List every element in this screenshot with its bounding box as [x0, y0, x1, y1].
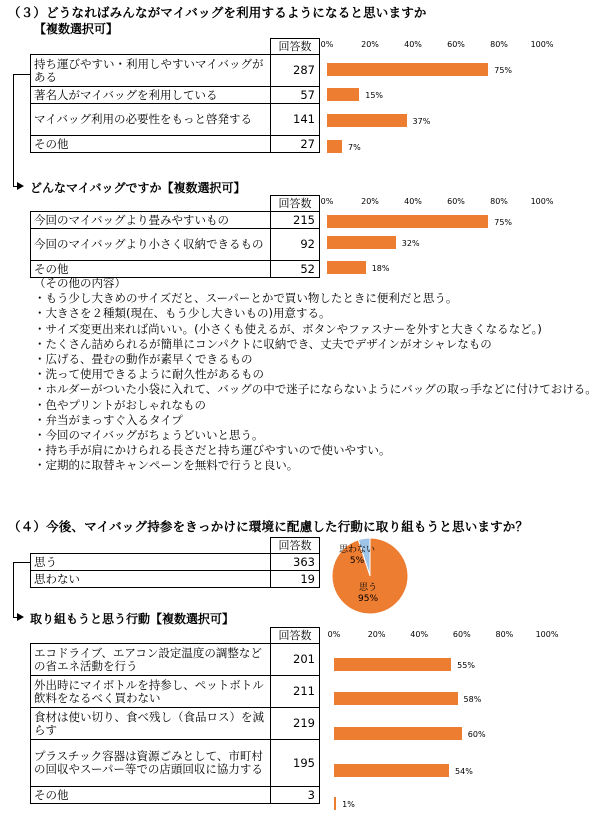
table-row-label: その他 [31, 136, 271, 153]
table-row-label: その他 [31, 261, 271, 278]
note-item: ・洗って使用できるように耐久性があるもの [34, 367, 264, 382]
other-comments [34, 276, 609, 474]
axis-tick: 80% [490, 40, 508, 49]
bar-label: 55% [457, 661, 475, 670]
bar-label: 75% [494, 218, 513, 227]
bar [334, 692, 458, 705]
table-row-label: マイバッグ利用の必要性をもっと啓発する [31, 104, 271, 136]
axis-tick: 0% [327, 630, 341, 639]
table-row-count: 201 [271, 644, 320, 676]
bar [327, 88, 359, 101]
pie-label-yes [358, 583, 378, 605]
bar-label: 1% [342, 800, 355, 809]
note-item: ・色やプリントがおしゃれなもの [34, 397, 207, 412]
bar [327, 63, 488, 76]
bar-label: 18% [371, 264, 390, 273]
note-item: ・もう少し大きめのサイズだと、スーパーとかで買い物したときに便利だと思う。 [34, 291, 458, 306]
axis-tick: 100% [530, 197, 554, 206]
table-row-label: 思わない [31, 571, 271, 588]
pie-label-no [339, 545, 375, 567]
q3-table2 [30, 195, 320, 278]
axis-tick: 80% [490, 197, 508, 206]
axis-tick: 60% [447, 197, 465, 206]
axis-tick: 80% [495, 630, 514, 639]
q3-title: （３）どうなればみんながマイバッグを利用するようになると思いますか [8, 5, 427, 20]
bar-label: 58% [463, 695, 482, 704]
q3-table1-tag: 【複数選択可】 [34, 22, 119, 36]
bar [327, 140, 342, 153]
q4-title: （４）今後、マイバッグ持参をきっかけに環境に配慮した行動に取り組もうと思いますか？ [8, 519, 529, 534]
table-row-count: 215 [271, 212, 320, 229]
table-row-label: プラスチック容器は資源ごみとして、市町村の回収やスーパー等での店頭回収に協力する [31, 740, 271, 787]
count-header: 回答数 [271, 538, 320, 554]
bar [334, 797, 336, 810]
note-item: ・たくさん詰められるが簡単にコンパクトに収納でき、丈夫でデザインがオシャレなもの [34, 336, 492, 351]
table-row-count: 287 [271, 55, 320, 87]
table-row-label: 持ち運びやすい・利用しやすいマイバッグがある [31, 55, 271, 87]
note-item: ・弁当がまっすぐ入るタイプ [34, 412, 183, 427]
connector-line [13, 74, 14, 186]
arrow-icon [17, 613, 24, 621]
axis-tick: 20% [361, 197, 379, 206]
table-row-label: 外出時にマイボトルを持参し、ペットボトル飲料をなるべく買わない [31, 676, 271, 708]
notes-heading: （その他の内容） [34, 276, 126, 290]
count-header: 回答数 [271, 39, 320, 55]
table-row-count: 195 [271, 740, 320, 787]
bar-label: 37% [412, 117, 431, 126]
note-item: ・ホルダーがついた小袋に入れて、バッグの中で迷子にならないようにバッグの取っ手などに付けておける。 [34, 382, 597, 397]
bar-label: 54% [455, 767, 473, 776]
table-row-count: 52 [271, 261, 320, 278]
bar [327, 261, 366, 274]
table-row-count: 92 [271, 229, 320, 261]
pie-label-name: 思わない [339, 545, 376, 555]
bar [327, 236, 396, 249]
axis-tick: 100% [535, 630, 559, 639]
q3-table1 [30, 38, 320, 153]
axis-tick: 0% [320, 197, 334, 206]
q4-table1 [30, 537, 320, 588]
axis-tick: 40% [404, 40, 422, 49]
table-row-label: その他 [31, 787, 271, 804]
bar [327, 114, 407, 127]
table-row-count: 141 [271, 104, 320, 136]
table-row-label: 著名人がマイバッグを利用している [31, 87, 271, 104]
bar-label: 15% [365, 91, 384, 100]
table-row-label: 今回のマイバッグより畳みやすいもの [31, 212, 271, 229]
note-item: ・広げる、畳むの動作が素早くできるもの [34, 352, 253, 367]
connector-line [13, 562, 14, 617]
table-row-count: 57 [271, 87, 320, 104]
note-item: ・今回のマイバッグがちょうどいいと思う。 [34, 428, 264, 443]
axis-tick: 20% [367, 630, 386, 639]
table-row-label: エコドライブ、エアコン設定温度の調整などの省エネ活動を行う [31, 644, 271, 676]
q4-table2-title: 取り組もうと思う行動【複数選択可】 [30, 612, 235, 626]
axis-tick: 40% [410, 630, 429, 639]
table-row-label: 食材は使い切り、食べ残し（食品ロス）を減らす [31, 708, 271, 740]
table-row-count: 363 [271, 554, 320, 571]
q4-table2 [30, 627, 320, 804]
table-row-count: 219 [271, 708, 320, 740]
bar [334, 727, 462, 740]
axis-tick: 60% [447, 40, 465, 49]
table-row-label: 思う [31, 554, 271, 571]
bar-label: 75% [494, 66, 513, 75]
bar-label: 7% [348, 143, 361, 152]
table-row-count: 211 [271, 676, 320, 708]
bar [334, 764, 449, 777]
axis-tick: 0% [320, 40, 334, 49]
note-item: ・持ち手が肩にかけられる長さだと持ち運びやすいので使いやすい。 [34, 443, 391, 458]
axis-tick: 60% [452, 630, 471, 639]
q3-table2-title: どんなマイバッグですか【複数選択可】 [30, 181, 246, 195]
axis-tick: 20% [361, 40, 379, 49]
bar-label: 60% [467, 730, 486, 739]
table-row-count: 3 [271, 787, 320, 804]
table-row-count: 27 [271, 136, 320, 153]
arrow-icon [17, 182, 24, 190]
table-row-label: 今回のマイバッグより小さく収納できるもの [31, 229, 271, 261]
count-header: 回答数 [271, 628, 320, 644]
bar [334, 658, 451, 671]
connector-line [13, 74, 30, 75]
count-header: 回答数 [271, 196, 320, 212]
note-item: ・大きさを２種類(現在、もう少し大きいもの)用意する。 [34, 306, 331, 321]
bar [327, 215, 488, 228]
pie-label-name: 思う [359, 583, 378, 593]
connector-line [13, 562, 30, 563]
pie-label-pct: 95% [358, 594, 379, 604]
table-row-count: 19 [271, 571, 320, 588]
pie-label-pct: 5% [349, 556, 365, 566]
bar-label: 32% [401, 239, 420, 248]
axis-tick: 40% [404, 197, 422, 206]
note-item: ・サイズ変更出来れば尚いい。(小さくも使えるが、ボタンやファスナーを外すと大きくなるなど。) [34, 321, 542, 336]
axis-tick: 100% [530, 40, 554, 49]
note-item: ・定期的に取替キャンペーンを無料で行うと良い。 [34, 458, 299, 473]
